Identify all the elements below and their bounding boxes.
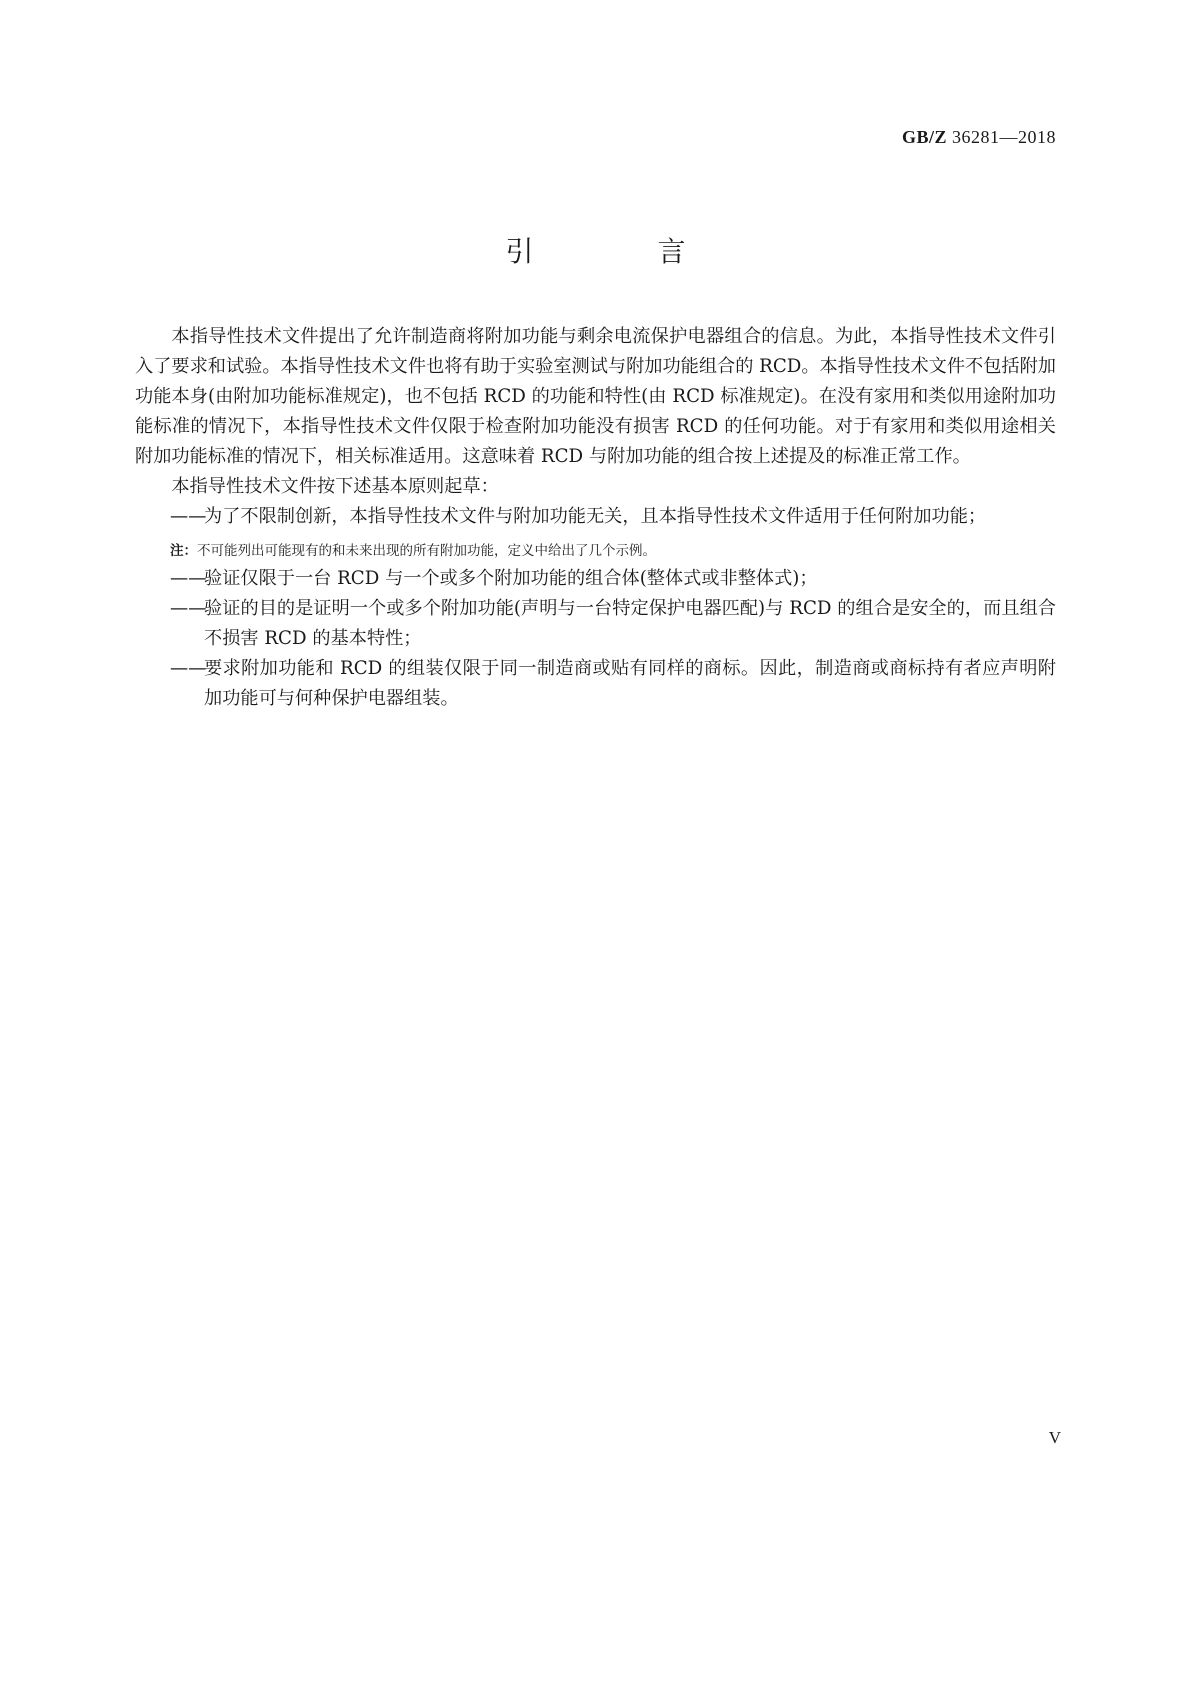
- principle-item-text: 验证仅限于一台 RCD 与一个或多个附加功能的组合体(整体式或非整体式)；: [204, 568, 818, 589]
- intro-paragraph: 本指导性技术文件提出了允许制造商将附加功能与剩余电流保护电器组合的信息。为此，本指导性技术文件引入了要求和试验。本指导性技术文件也将有助于实验室测试与附加功能组合的 RCD。本指导性技术文件不包括附加功能本身(由附加功能标准规定)，也不包括 RCD 的功能和特性(由 RCD 标准规定)。在没有家用和类似用途附加功能标准的情况下，本指导性技术文件仅限于检查附加功能没有损害 RCD 的任何功能。对于有家用和类似用途相关附加功能标准的情况下，相关标准适用。这意味着 RCD 与附加功能的组合按上述提及的标准正常工作。: [135, 326, 1056, 467]
- dash-marker: ——: [170, 506, 207, 527]
- page-number: V: [1048, 1428, 1061, 1447]
- standard-number: 36281—2018: [952, 127, 1056, 147]
- standard-prefix: GB/Z: [901, 127, 947, 147]
- dash-marker: ——: [170, 658, 207, 679]
- principle-item-text: 为了不限制创新，本指导性技术文件与附加功能无关，且本指导性技术文件适用于任何附加功能；: [204, 506, 987, 527]
- principle-item-3: [135, 594, 1056, 654]
- principles-lead-paragraph: 本指导性技术文件按下述基本原则起草：: [171, 476, 499, 497]
- note: [170, 540, 1056, 562]
- principle-item-text: 验证的目的是证明一个或多个附加功能(声明与一台特定保护电器匹配)与 RCD 的组合是安全的，而且组合不损害 RCD 的基本特性；: [204, 598, 1056, 649]
- page-title: 引 言: [505, 235, 734, 268]
- standard-code: [902, 127, 1056, 148]
- dash-marker: ——: [170, 568, 207, 589]
- document-body: [135, 322, 1056, 714]
- note-text: 不可能列出可能现有的和未来出现的所有附加功能，定义中给出了几个示例。: [197, 543, 656, 559]
- note-label: 注：: [170, 543, 197, 559]
- principle-item-text: 要求附加功能和 RCD 的组装仅限于同一制造商或贴有同样的商标。因此，制造商或商标持有者应声明附加功能可与何种保护电器组装。: [204, 658, 1056, 709]
- principle-item-2: [135, 564, 1056, 594]
- dash-marker: ——: [170, 598, 207, 619]
- principle-item-4: [135, 654, 1056, 714]
- principle-item-1: [135, 502, 1056, 532]
